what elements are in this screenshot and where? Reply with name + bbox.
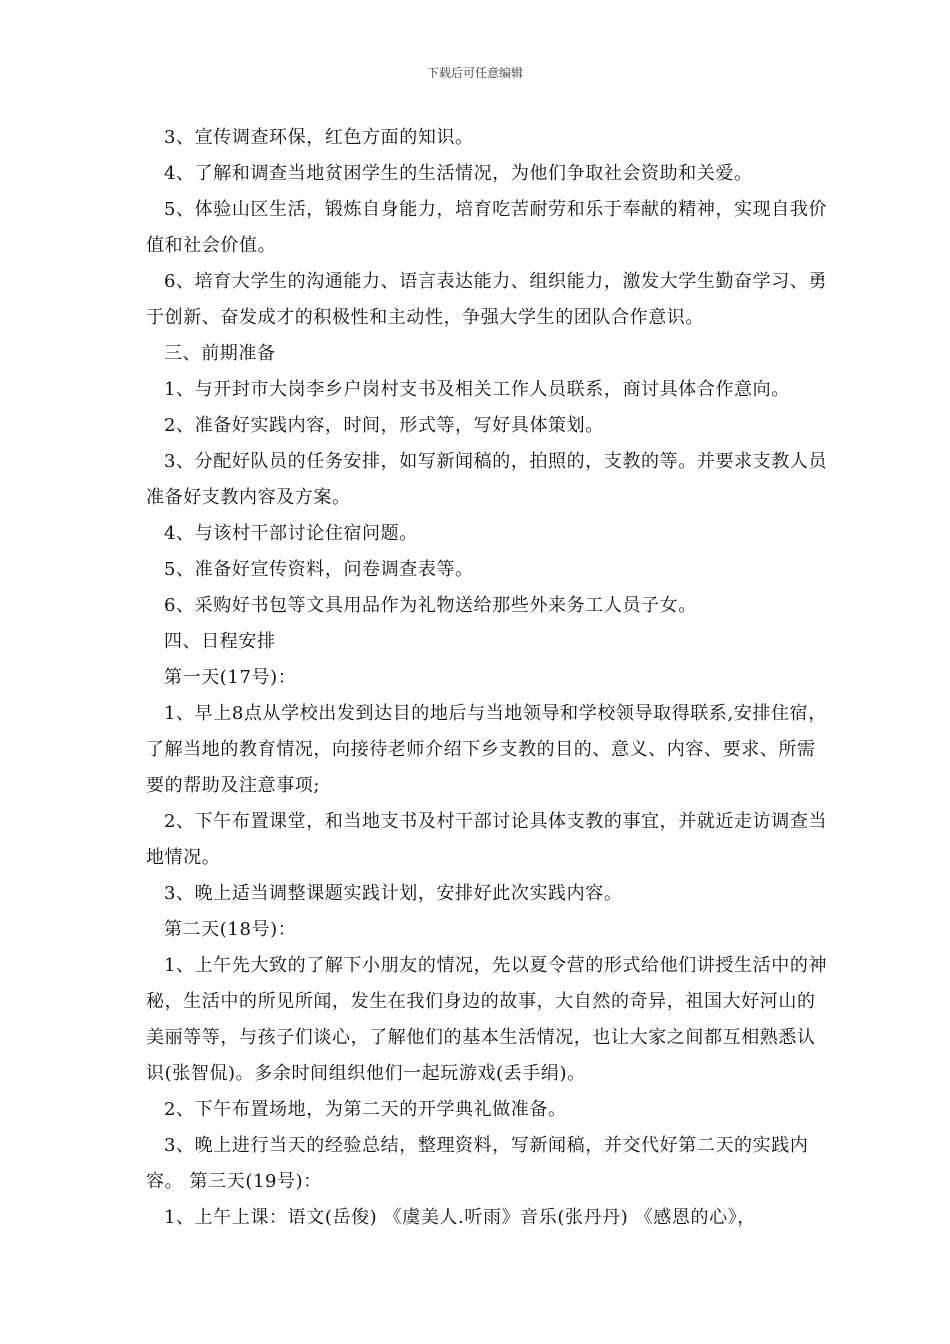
paragraph: 3、分配好队员的任务安排，如写新闻稿的，拍照的，支教的等。并要求支教人员准备好支教内容及方案。 — [146, 451, 828, 508]
section-heading: 四、日程安排 — [164, 631, 276, 652]
paragraph: 3、晚上适当调整课题实践计划，安排好此次实践内容。 — [164, 883, 623, 904]
page-header: 下载后可任意编辑 — [426, 66, 523, 80]
paragraph: 5、准备好宣传资料，问卷调查表等。 — [164, 559, 474, 580]
paragraph: 6、采购好书包等文具用品作为礼物送给那些外来务工人员子女。 — [164, 595, 697, 616]
section-heading: 三、前期准备 — [164, 343, 276, 364]
paragraph: 1、上午上课：语文(岳俊) 《虞美人.听雨》音乐(张丹丹) 《感恩的心》， — [164, 1207, 756, 1228]
document-body — [146, 120, 830, 1236]
day-heading: 第一天(17号)： — [164, 667, 297, 688]
paragraph: 4、与该村干部讨论住宿问题。 — [164, 523, 418, 544]
paragraph: 1、与开封市大岗李乡户岗村支书及相关工作人员联系，商讨具体合作意向。 — [164, 379, 790, 400]
paragraph: 6、培育大学生的沟通能力、语言表达能力、组织能力，激发大学生勤奋学习、勇于创新、奋发成才的积极性和主动性，争强大学生的团队合作意识。 — [146, 271, 828, 328]
paragraph: 2、准备好实践内容，时间，形式等，写好具体策划。 — [164, 415, 604, 436]
paragraph: 3、晚上进行当天的经验总结，整理资料，写新闻稿，并交代好第二天的实践内容。 第三天(19号)： — [146, 1135, 809, 1192]
day-heading: 第二天(18号)： — [164, 919, 297, 940]
paragraph: 1、上午先大致的了解下小朋友的情况，先以夏令营的形式给他们讲授生活中的神秘，生活中的所见所闻，发生在我们身边的故事，大自然的奇异，祖国大好河山的美丽等等，与孩子们谈心，了解他们的基本生活情况，也让大家之间都互相熟悉认识(张智侃)。多余时间组织他们一起玩游戏(丢手绢)。 — [146, 955, 828, 1084]
paragraph: 4、了解和调查当地贫困学生的生活情况，为他们争取社会资助和关爱。 — [164, 163, 753, 184]
paragraph: 3、宣传调查环保，红色方面的知识。 — [164, 127, 474, 148]
paragraph: 1、早上8点从学校出发到达目的地后与当地领导和学校领导取得联系,安排住宿，了解当地的教育情况，向接待老师介绍下乡支教的目的、意义、内容、要求、所需要的帮助及注意事项; — [146, 703, 827, 796]
paragraph: 2、下午布置课堂，和当地支书及村干部讨论具体支教的事宜，并就近走访调查当地情况。 — [146, 811, 828, 868]
paragraph: 5、体验山区生活，锻炼自身能力，培育吃苦耐劳和乐于奉献的精神，实现自我价值和社会价值。 — [146, 199, 828, 256]
paragraph: 2、下午布置场地，为第二天的开学典礼做准备。 — [164, 1099, 567, 1120]
